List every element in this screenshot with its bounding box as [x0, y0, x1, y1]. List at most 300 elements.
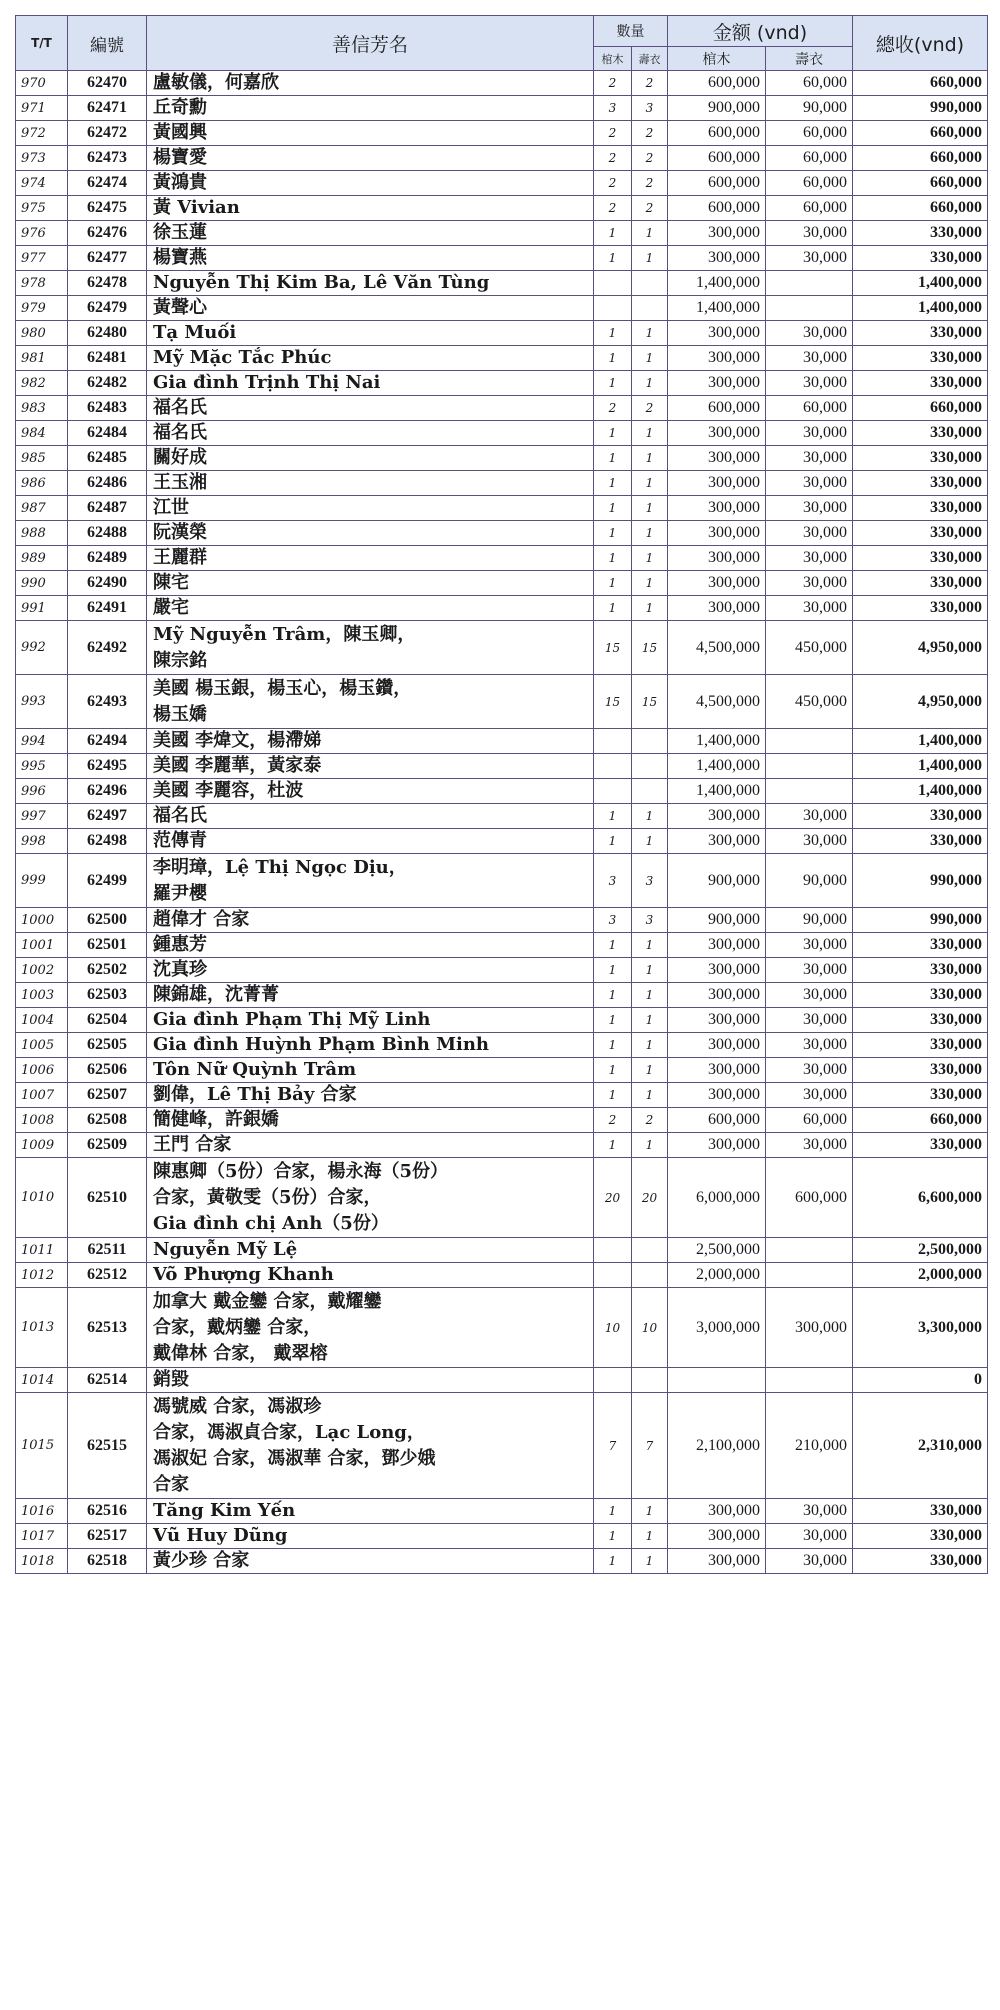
cell-qty-coffin: 1 [594, 1524, 632, 1549]
cell-tt: 1018 [16, 1549, 68, 1574]
cell-code: 62474 [68, 171, 147, 196]
cell-tt: 990 [16, 571, 68, 596]
cell-name: 徐玉蓮 [147, 221, 594, 246]
cell-tt: 1001 [16, 933, 68, 958]
cell-amount-coffin: 300,000 [668, 571, 766, 596]
cell-code: 62492 [68, 621, 147, 675]
table-row [16, 804, 988, 829]
cell-amount-coffin: 300,000 [668, 471, 766, 496]
cell-qty-coffin: 2 [594, 396, 632, 421]
cell-code: 62482 [68, 371, 147, 396]
cell-amount-coffin: 600,000 [668, 196, 766, 221]
cell-name: 李明璋，Lệ Thị Ngọc Dịu， 羅尹櫻 [147, 854, 594, 908]
header-qty-coffin: 棺木 [594, 47, 632, 71]
cell-amount-coffin: 300,000 [668, 346, 766, 371]
cell-total: 330,000 [853, 346, 988, 371]
cell-amount-shroud: 300,000 [766, 1288, 853, 1368]
cell-qty-shroud: 1 [632, 1133, 668, 1158]
cell-total: 330,000 [853, 829, 988, 854]
cell-tt: 995 [16, 754, 68, 779]
cell-qty-coffin: 3 [594, 96, 632, 121]
cell-total: 1,400,000 [853, 779, 988, 804]
table-row [16, 246, 988, 271]
table-row [16, 271, 988, 296]
table-row [16, 521, 988, 546]
cell-name: 美國 李煒文，楊滯娣 [147, 729, 594, 754]
cell-qty-shroud: 2 [632, 146, 668, 171]
cell-tt: 994 [16, 729, 68, 754]
cell-total: 2,310,000 [853, 1393, 988, 1499]
table-row [16, 171, 988, 196]
cell-total: 2,000,000 [853, 1263, 988, 1288]
cell-total: 660,000 [853, 196, 988, 221]
table-row [16, 1008, 988, 1033]
cell-total: 330,000 [853, 933, 988, 958]
cell-name: 簡健峰，許銀嬌 [147, 1108, 594, 1133]
cell-code: 62507 [68, 1083, 147, 1108]
cell-amount-shroud: 60,000 [766, 146, 853, 171]
cell-total: 330,000 [853, 521, 988, 546]
header-total: 總收(vnd) [853, 16, 988, 71]
table-row [16, 1238, 988, 1263]
cell-tt: 974 [16, 171, 68, 196]
cell-amount-coffin: 300,000 [668, 321, 766, 346]
cell-total: 330,000 [853, 958, 988, 983]
cell-amount-coffin: 6,000,000 [668, 1158, 766, 1238]
cell-code: 62479 [68, 296, 147, 321]
cell-amount-coffin: 300,000 [668, 829, 766, 854]
cell-amount-shroud: 30,000 [766, 1033, 853, 1058]
table-row [16, 1108, 988, 1133]
cell-qty-shroud: 1 [632, 346, 668, 371]
cell-amount-coffin: 300,000 [668, 1008, 766, 1033]
cell-name: Mỹ Nguyễn Trâm，陳玉卿， 陳宗銘 [147, 621, 594, 675]
cell-qty-shroud: 1 [632, 1083, 668, 1108]
cell-qty-shroud: 2 [632, 1108, 668, 1133]
cell-amount-shroud [766, 296, 853, 321]
cell-code: 62494 [68, 729, 147, 754]
cell-code: 62487 [68, 496, 147, 521]
cell-total: 2,500,000 [853, 1238, 988, 1263]
cell-code: 62477 [68, 246, 147, 271]
cell-amount-coffin: 1,400,000 [668, 779, 766, 804]
cell-total: 330,000 [853, 546, 988, 571]
cell-tt: 1011 [16, 1238, 68, 1263]
cell-name: 黃少珍 合家 [147, 1549, 594, 1574]
header-qty-shroud: 壽衣 [632, 47, 668, 71]
cell-qty-shroud: 1 [632, 1058, 668, 1083]
cell-qty-shroud: 1 [632, 1008, 668, 1033]
cell-tt: 978 [16, 271, 68, 296]
cell-name: 黃 Vivian [147, 196, 594, 221]
cell-code: 62513 [68, 1288, 147, 1368]
cell-qty-shroud [632, 1263, 668, 1288]
cell-amount-coffin: 300,000 [668, 1083, 766, 1108]
cell-qty-shroud: 1 [632, 958, 668, 983]
table-row [16, 933, 988, 958]
cell-qty-shroud: 1 [632, 371, 668, 396]
cell-amount-shroud: 450,000 [766, 675, 853, 729]
cell-code: 62473 [68, 146, 147, 171]
cell-code: 62512 [68, 1263, 147, 1288]
cell-total: 660,000 [853, 71, 988, 96]
cell-amount-coffin: 900,000 [668, 908, 766, 933]
cell-name: Nguyễn Thị Kim Ba, Lê Văn Tùng [147, 271, 594, 296]
cell-tt: 1002 [16, 958, 68, 983]
cell-amount-shroud: 30,000 [766, 1524, 853, 1549]
table-row [16, 1263, 988, 1288]
cell-total: 330,000 [853, 1058, 988, 1083]
cell-tt: 1004 [16, 1008, 68, 1033]
cell-code: 62488 [68, 521, 147, 546]
cell-amount-coffin: 300,000 [668, 804, 766, 829]
cell-name: 馮號威 合家，馮淑珍 合家，馮淑貞合家，Lạc Long， 馮淑妃 合家，馮淑華 合家，鄧少娥 合家 [147, 1393, 594, 1499]
cell-amount-coffin: 1,400,000 [668, 271, 766, 296]
cell-amount-shroud [766, 1368, 853, 1393]
cell-qty-coffin: 1 [594, 1008, 632, 1033]
cell-total: 330,000 [853, 446, 988, 471]
cell-total: 330,000 [853, 1033, 988, 1058]
cell-amount-shroud: 600,000 [766, 1158, 853, 1238]
cell-code: 62501 [68, 933, 147, 958]
cell-name: Gia đình Phạm Thị Mỹ Linh [147, 1008, 594, 1033]
cell-amount-shroud [766, 754, 853, 779]
cell-qty-shroud: 1 [632, 1549, 668, 1574]
cell-name: Nguyễn Mỹ Lệ [147, 1238, 594, 1263]
cell-qty-coffin: 1 [594, 446, 632, 471]
cell-tt: 983 [16, 396, 68, 421]
cell-amount-coffin: 300,000 [668, 496, 766, 521]
cell-qty-shroud: 15 [632, 621, 668, 675]
cell-code: 62497 [68, 804, 147, 829]
cell-qty-shroud: 1 [632, 321, 668, 346]
cell-amount-coffin: 300,000 [668, 958, 766, 983]
cell-total: 990,000 [853, 908, 988, 933]
cell-code: 62470 [68, 71, 147, 96]
cell-name: 美國 李麗華，黃家泰 [147, 754, 594, 779]
cell-qty-coffin: 2 [594, 196, 632, 221]
table-row [16, 854, 988, 908]
table-row [16, 421, 988, 446]
cell-qty-coffin [594, 271, 632, 296]
cell-total: 1,400,000 [853, 754, 988, 779]
cell-qty-coffin: 1 [594, 1058, 632, 1083]
cell-qty-coffin: 15 [594, 675, 632, 729]
cell-tt: 984 [16, 421, 68, 446]
cell-qty-shroud: 3 [632, 96, 668, 121]
cell-name: 劉偉，Lê Thị Bảy 合家 [147, 1083, 594, 1108]
cell-code: 62495 [68, 754, 147, 779]
table-row [16, 621, 988, 675]
cell-tt: 1015 [16, 1393, 68, 1499]
table-row [16, 729, 988, 754]
table-row [16, 983, 988, 1008]
cell-qty-coffin: 2 [594, 1108, 632, 1133]
cell-code: 62498 [68, 829, 147, 854]
cell-tt: 1016 [16, 1499, 68, 1524]
cell-amount-shroud: 90,000 [766, 908, 853, 933]
table-row [16, 754, 988, 779]
cell-qty-coffin: 1 [594, 421, 632, 446]
cell-amount-shroud: 30,000 [766, 321, 853, 346]
cell-amount-coffin: 300,000 [668, 546, 766, 571]
cell-code: 62518 [68, 1549, 147, 1574]
table-row [16, 321, 988, 346]
cell-total: 330,000 [853, 421, 988, 446]
cell-amount-coffin: 300,000 [668, 421, 766, 446]
cell-code: 62517 [68, 1524, 147, 1549]
cell-code: 62472 [68, 121, 147, 146]
cell-total: 660,000 [853, 121, 988, 146]
cell-code: 62496 [68, 779, 147, 804]
cell-amount-shroud: 30,000 [766, 1058, 853, 1083]
cell-amount-coffin: 3,000,000 [668, 1288, 766, 1368]
table-row [16, 96, 988, 121]
cell-amount-shroud: 30,000 [766, 983, 853, 1008]
cell-amount-coffin: 900,000 [668, 854, 766, 908]
cell-name: 沈真珍 [147, 958, 594, 983]
cell-qty-shroud: 1 [632, 596, 668, 621]
table-row [16, 1033, 988, 1058]
cell-name: 福名氏 [147, 421, 594, 446]
cell-amount-coffin: 1,400,000 [668, 754, 766, 779]
cell-total: 660,000 [853, 1108, 988, 1133]
cell-qty-shroud [632, 271, 668, 296]
table-row [16, 146, 988, 171]
cell-total: 660,000 [853, 146, 988, 171]
cell-name: 陳錦雄，沈菁菁 [147, 983, 594, 1008]
cell-tt: 987 [16, 496, 68, 521]
cell-amount-coffin: 300,000 [668, 246, 766, 271]
table-row [16, 1524, 988, 1549]
cell-amount-coffin: 300,000 [668, 1499, 766, 1524]
cell-total: 1,400,000 [853, 271, 988, 296]
cell-tt: 986 [16, 471, 68, 496]
cell-amount-shroud: 30,000 [766, 521, 853, 546]
cell-qty-coffin: 2 [594, 121, 632, 146]
cell-qty-shroud: 3 [632, 908, 668, 933]
cell-name: 嚴宅 [147, 596, 594, 621]
cell-qty-coffin: 1 [594, 346, 632, 371]
cell-total: 6,600,000 [853, 1158, 988, 1238]
cell-code: 62476 [68, 221, 147, 246]
table-row [16, 1058, 988, 1083]
header-amt-shroud: 壽衣 [766, 47, 853, 71]
cell-tt: 1013 [16, 1288, 68, 1368]
donation-table [15, 15, 988, 1574]
cell-amount-coffin: 300,000 [668, 596, 766, 621]
header-qty-group: 數量 [594, 16, 668, 47]
cell-code: 62505 [68, 1033, 147, 1058]
cell-tt: 972 [16, 121, 68, 146]
cell-amount-shroud: 450,000 [766, 621, 853, 675]
cell-code: 62471 [68, 96, 147, 121]
cell-qty-shroud: 15 [632, 675, 668, 729]
cell-tt: 997 [16, 804, 68, 829]
cell-code: 62516 [68, 1499, 147, 1524]
cell-qty-shroud: 1 [632, 246, 668, 271]
cell-tt: 991 [16, 596, 68, 621]
cell-qty-shroud [632, 1368, 668, 1393]
cell-qty-coffin: 2 [594, 146, 632, 171]
cell-amount-coffin: 600,000 [668, 1108, 766, 1133]
cell-qty-coffin: 2 [594, 171, 632, 196]
cell-amount-coffin: 2,000,000 [668, 1263, 766, 1288]
cell-qty-coffin: 1 [594, 246, 632, 271]
cell-code: 62506 [68, 1058, 147, 1083]
cell-amount-shroud: 60,000 [766, 1108, 853, 1133]
cell-name: 江世 [147, 496, 594, 521]
cell-qty-shroud: 2 [632, 121, 668, 146]
cell-amount-coffin [668, 1368, 766, 1393]
table-row [16, 1368, 988, 1393]
cell-qty-coffin: 1 [594, 1549, 632, 1574]
header-amt-coffin: 棺木 [668, 47, 766, 71]
cell-code: 62485 [68, 446, 147, 471]
cell-code: 62480 [68, 321, 147, 346]
cell-qty-coffin: 3 [594, 908, 632, 933]
cell-amount-shroud: 30,000 [766, 958, 853, 983]
cell-tt: 1014 [16, 1368, 68, 1393]
cell-qty-shroud [632, 779, 668, 804]
cell-name: 阮漢榮 [147, 521, 594, 546]
table-row [16, 1158, 988, 1238]
table-row [16, 829, 988, 854]
cell-qty-coffin: 1 [594, 521, 632, 546]
cell-qty-coffin [594, 1263, 632, 1288]
cell-qty-shroud: 1 [632, 1524, 668, 1549]
cell-qty-coffin: 10 [594, 1288, 632, 1368]
cell-qty-coffin: 1 [594, 221, 632, 246]
cell-amount-coffin: 300,000 [668, 933, 766, 958]
cell-amount-coffin: 300,000 [668, 1524, 766, 1549]
cell-qty-shroud: 2 [632, 396, 668, 421]
cell-qty-coffin: 1 [594, 1499, 632, 1524]
cell-name: Gia đình Huỳnh Phạm Bình Minh [147, 1033, 594, 1058]
cell-qty-coffin [594, 754, 632, 779]
header-code: 編號 [68, 16, 147, 71]
cell-code: 62514 [68, 1368, 147, 1393]
cell-amount-shroud: 30,000 [766, 221, 853, 246]
cell-code: 62500 [68, 908, 147, 933]
cell-qty-shroud: 7 [632, 1393, 668, 1499]
cell-code: 62515 [68, 1393, 147, 1499]
cell-qty-coffin: 1 [594, 371, 632, 396]
cell-name: Tạ Muối [147, 321, 594, 346]
cell-qty-shroud: 1 [632, 446, 668, 471]
cell-qty-coffin: 1 [594, 829, 632, 854]
donation-ledger [15, 15, 987, 1574]
cell-code: 62511 [68, 1238, 147, 1263]
table-row [16, 546, 988, 571]
cell-tt: 971 [16, 96, 68, 121]
cell-code: 62509 [68, 1133, 147, 1158]
cell-qty-coffin: 1 [594, 1083, 632, 1108]
cell-name: Võ Phượng Khanh [147, 1263, 594, 1288]
cell-tt: 976 [16, 221, 68, 246]
cell-name: 楊寶燕 [147, 246, 594, 271]
cell-qty-coffin: 1 [594, 496, 632, 521]
cell-name: 王玉湘 [147, 471, 594, 496]
cell-name: 王門 合家 [147, 1133, 594, 1158]
cell-total: 330,000 [853, 1008, 988, 1033]
cell-qty-shroud: 1 [632, 1499, 668, 1524]
cell-amount-coffin: 300,000 [668, 371, 766, 396]
cell-total: 330,000 [853, 596, 988, 621]
cell-amount-shroud [766, 1263, 853, 1288]
cell-qty-shroud [632, 296, 668, 321]
cell-total: 330,000 [853, 371, 988, 396]
cell-total: 1,400,000 [853, 729, 988, 754]
cell-amount-coffin: 900,000 [668, 96, 766, 121]
cell-total: 990,000 [853, 96, 988, 121]
cell-qty-coffin: 1 [594, 983, 632, 1008]
cell-tt: 973 [16, 146, 68, 171]
cell-qty-shroud: 2 [632, 171, 668, 196]
cell-total: 330,000 [853, 1549, 988, 1574]
header-amount-group: 金额 (vnd) [668, 16, 853, 47]
cell-tt: 979 [16, 296, 68, 321]
cell-qty-shroud: 1 [632, 471, 668, 496]
cell-amount-coffin: 300,000 [668, 521, 766, 546]
table-row [16, 446, 988, 471]
cell-tt: 992 [16, 621, 68, 675]
cell-amount-shroud: 210,000 [766, 1393, 853, 1499]
cell-name: 銷毀 [147, 1368, 594, 1393]
cell-qty-shroud [632, 1238, 668, 1263]
cell-amount-coffin: 600,000 [668, 171, 766, 196]
cell-name: 福名氏 [147, 396, 594, 421]
table-row [16, 908, 988, 933]
table-row [16, 471, 988, 496]
cell-amount-shroud: 30,000 [766, 1008, 853, 1033]
cell-amount-shroud: 30,000 [766, 471, 853, 496]
cell-code: 62510 [68, 1158, 147, 1238]
cell-amount-coffin: 300,000 [668, 446, 766, 471]
cell-code: 62490 [68, 571, 147, 596]
cell-name: 關好成 [147, 446, 594, 471]
cell-qty-coffin: 1 [594, 596, 632, 621]
cell-tt: 1003 [16, 983, 68, 1008]
cell-qty-coffin: 1 [594, 321, 632, 346]
cell-qty-coffin [594, 1238, 632, 1263]
cell-name: 楊寶愛 [147, 146, 594, 171]
cell-qty-shroud: 1 [632, 496, 668, 521]
cell-code: 62489 [68, 546, 147, 571]
cell-total: 4,950,000 [853, 675, 988, 729]
cell-tt: 975 [16, 196, 68, 221]
table-row [16, 675, 988, 729]
table-row [16, 121, 988, 146]
cell-code: 62491 [68, 596, 147, 621]
cell-qty-shroud: 1 [632, 521, 668, 546]
cell-qty-shroud: 10 [632, 1288, 668, 1368]
cell-amount-shroud: 30,000 [766, 804, 853, 829]
table-header [16, 16, 988, 71]
cell-tt: 1012 [16, 1263, 68, 1288]
cell-qty-coffin: 1 [594, 471, 632, 496]
cell-tt: 998 [16, 829, 68, 854]
cell-tt: 1008 [16, 1108, 68, 1133]
cell-name: 王麗群 [147, 546, 594, 571]
cell-amount-coffin: 2,500,000 [668, 1238, 766, 1263]
cell-name: 范傳青 [147, 829, 594, 854]
cell-tt: 1010 [16, 1158, 68, 1238]
cell-amount-coffin: 300,000 [668, 221, 766, 246]
cell-amount-coffin: 300,000 [668, 983, 766, 1008]
cell-tt: 988 [16, 521, 68, 546]
cell-name: Tăng Kim Yến [147, 1499, 594, 1524]
